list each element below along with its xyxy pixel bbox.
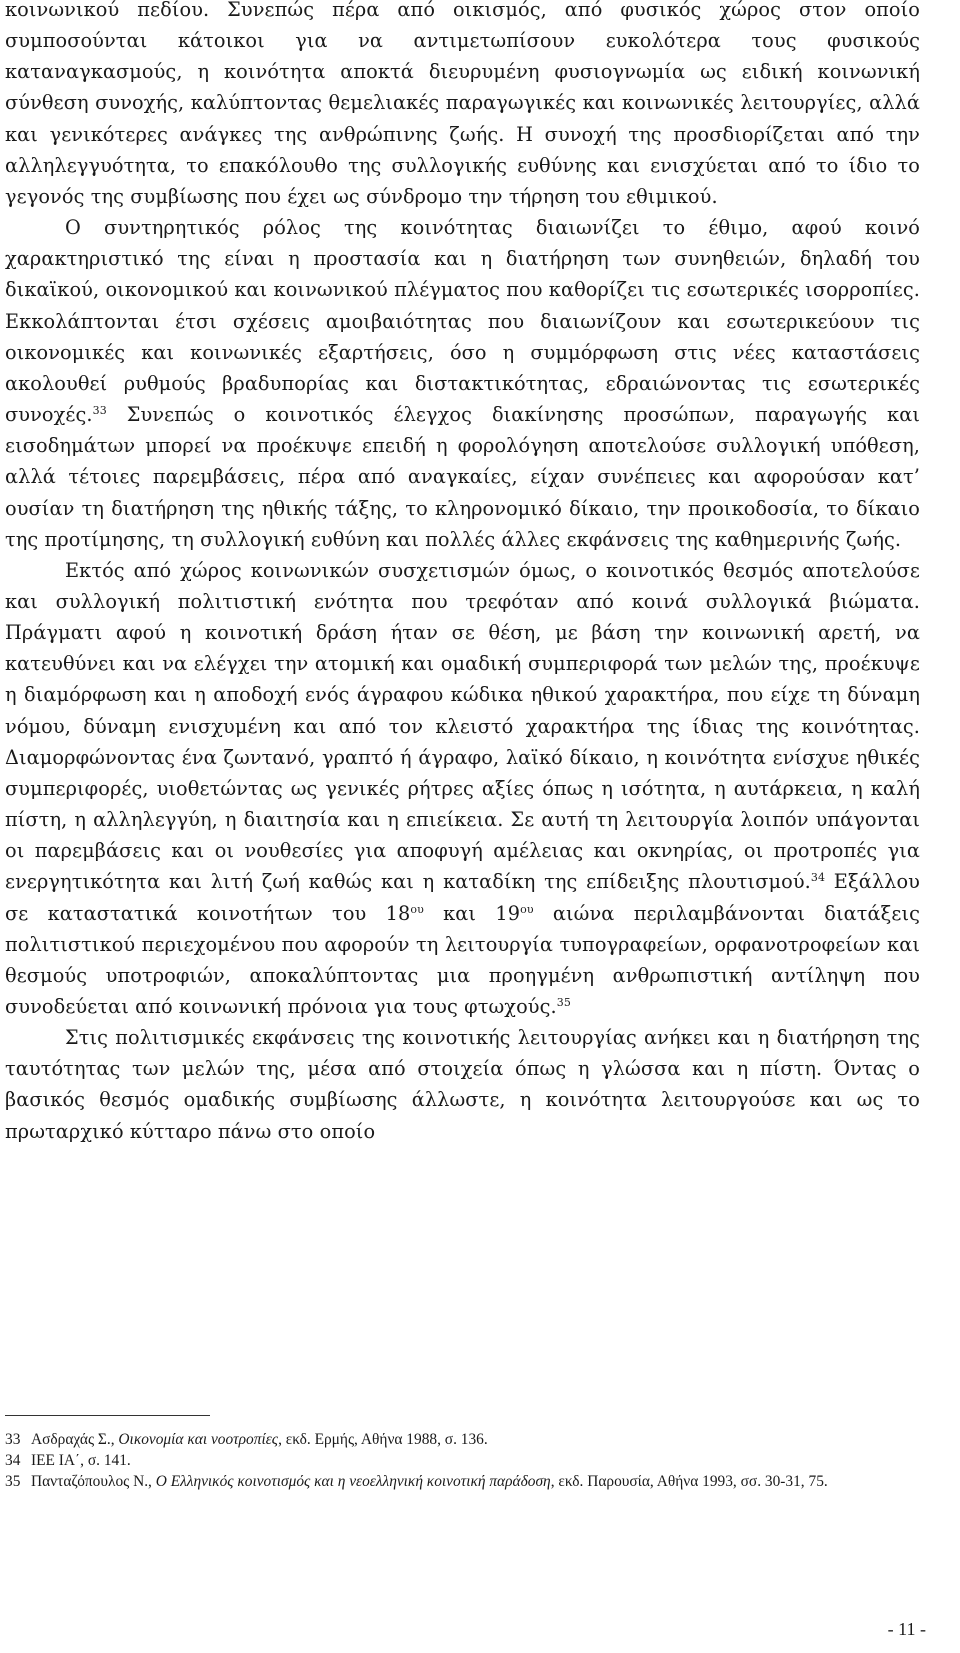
footnote-number: 33 [5, 1431, 21, 1448]
footnote-text: , εκδ. Παρουσία, Αθήνα 1993, σσ. 30-31, 75. [550, 1473, 828, 1490]
paragraph-text: και 19 [423, 901, 521, 925]
ordinal-suffix: ου [410, 902, 424, 916]
paragraph [5, 0, 920, 212]
paragraph-text: Στις πολιτισμικές εκφάνσεις της κοινοτικής λειτουργίας ανήκει και η διατήρηση της ταυτότητας των μελών της, μέσα από στοιχεία όπως η γλώσσα και η πίστη. Όντας ο βασικός θεσμός ομαδικής συμβίωσης άλλωστε, η κοινότητα λειτουργούσε και ως το πρωταρχικό κύτταρο πάνω στο οποίο [5, 1026, 920, 1143]
paragraph [5, 212, 920, 555]
footnote-ref[interactable]: 35 [556, 996, 571, 1009]
paragraph-text: Ο συντηρητικός ρόλος της κοινότητας διαιωνίζει το έθιμο, αφού κοινό χαρακτηριστικό της είναι η προστασία και η διατήρηση των συνηθειών, δηλαδή του δικαϊκού, οικονομικού και κοινωνικού πλέγματος που καθορίζει τις εσωτερικές ισορροπίες. Εκκολάπτονται έτσι σχέσεις αμοιβαιότητας που διαιωνίζουν και εσωτερικεύουν τις οικονομικές και κοινωνικές εξαρτήσεις, όσο η συμμόρφωση στις νέες καταστάσεις ακολουθεί ρυθμούς βραδυπορίας και διστακτικότητας, εδραιώνοντας τις εσωτερικές συνοχές. [5, 216, 921, 427]
paragraph-text: Εκτός από χώρος κοινωνικών συσχετισμών όμως, ο κοινοτικός θεσμός αποτελούσε και συλλογική πολιτιστική ενότητα που τρεφόταν από κοινά συλλογικά βιώματα. Πράγματι αφού η κοινοτική δράση ήταν σε θέση, με βάση την κοινωνική αρετή, να κατευθύνει και να ελέγχει την ατομική και ομαδική συμπεριφορά των μελών της, προέκυψε η διαμόρφωση και η αποδοχή ενός άγραφου κώδικα ηθικού χαρακτήρα, που είχε τη δύναμη νόμου, δύναμη ενισχυμένη και από τον κλειστό χαρακτήρα της ίδιας της κοινότητας. Διαμορφώνοντας ένα ζωντανό, γραπτό ή άγραφο, λαϊκό δίκαιο, η κοινότητα ενίσχυε ηθικές συμπεριφορές, υιοθετώντας ως γενικές ρήτρες αξίες όπως η ισότητα, η αυτάρκεια, η καλή πίστη, η αλληλεγγύη, η διαιτησία και η επιείκεια. Σε αυτή τη λειτουργία λοιπόν υπάγονται οι παρεμβάσεις και οι νουθεσίες για αποφυγή αμέλειας και οκνηρίας, οι προτροπές για ενεργητικότητα και λιτή ζωή καθώς και η καταδίκη της επίδειξης πλουτισμού. [5, 558, 920, 894]
paragraph [5, 1022, 920, 1147]
ordinal-suffix: ου [520, 902, 534, 916]
footnote [5, 1450, 960, 1471]
footnote-separator [5, 1415, 210, 1416]
footnote-text: ΙΕΕ ΙΑ΄, σ. 141. [31, 1452, 131, 1469]
footnote [5, 1429, 960, 1450]
footnote-number: 34 [5, 1452, 21, 1469]
footnote-text: Ασδραχάς Σ., [31, 1431, 119, 1448]
footnote-number: 35 [5, 1473, 21, 1490]
footnote-text: Πανταζόπουλος Ν., [31, 1473, 156, 1490]
paragraph [5, 555, 920, 1022]
footnote-text: , εκδ. Ερμής, Αθήνα 1988, σ. 136. [278, 1431, 488, 1448]
page-number: - 11 - [887, 1619, 926, 1639]
body-text [5, 0, 920, 1147]
paragraph-text: Εξάλλου σε καταστατικά κοινοτήτων του 18 [5, 870, 920, 925]
paragraph-text: αιώνα περιλαμβάνονται διατάξεις πολιτιστικού περιεχομένου που αφορούν τη λειτουργία τυπογραφείων, ορφανοτροφείων και θεσμούς υποτροφιών, αποκαλύπτοντας μια προηγμένη ανθρωπιστική αντίληψη που συνοδεύεται από κοινωνική πρόνοια για τους φτωχούς. [5, 901, 921, 1018]
footnotes [5, 1429, 960, 1492]
footnote-title: Οικονομία και νοοτροπίες [118, 1431, 279, 1448]
footnote-ref[interactable]: 33 [92, 404, 107, 418]
footnote [5, 1471, 960, 1492]
footnote-ref[interactable]: 34 [810, 871, 826, 885]
paragraph-text: Συνεπώς ο κοινοτικός έλεγχος διακίνησης προσώπων, παραγωγής και εισοδημάτων μπορεί να προέκυψε επειδή η φορολόγηση αποτελούσε συλλογική υπόθεση, αλλά τέτοιες παρεμβάσεις, πέρα από αναγκαίες, είχαν συνέπειες και αφορούσαν κατ’ ουσίαν τη διατήρηση της ηθικής τάξης, το κληρονομικό δίκαιο, την προικοδοσία, το δίκαιο της προτίμησης, τη συλλογική ευθύνη και πολλές άλλες εκφάνσεις της καθημερινής ζωής. [5, 403, 920, 551]
paragraph-text: κοινωνικού πεδίου. Συνεπώς πέρα από οικισμός, από φυσικός χώρος στον οποίο συμποσούνται κάτοικοι για να αντιμετωπίσουν ευκολότερα τους φυσικούς καταναγκασμούς, η κοινότητα αποκτά διευρυμένη φυσιογνωμία ως ειδική κοινωνική σύνθεση συνοχής, καλύπτοντας θεμελιακές παραγωγικές και κοινωνικές λειτουργίες, αλλά και γενικότερες ανάγκες της ανθρώπινης ζωής. Η συνοχή της προσδιορίζεται από την αλληλεγγυότητα, το επακόλουθο της συλλογικής ευθύνης και ενισχύεται από το ίδιο το γεγονός της συμβίωσης που έχει ως σύνδρομο την τήρηση του εθιμικού. [5, 0, 920, 208]
footnote-title: Ο Ελληνικός κοινοτισμός και η νεοελληνική κοινοτική παράδοση [155, 1473, 551, 1490]
